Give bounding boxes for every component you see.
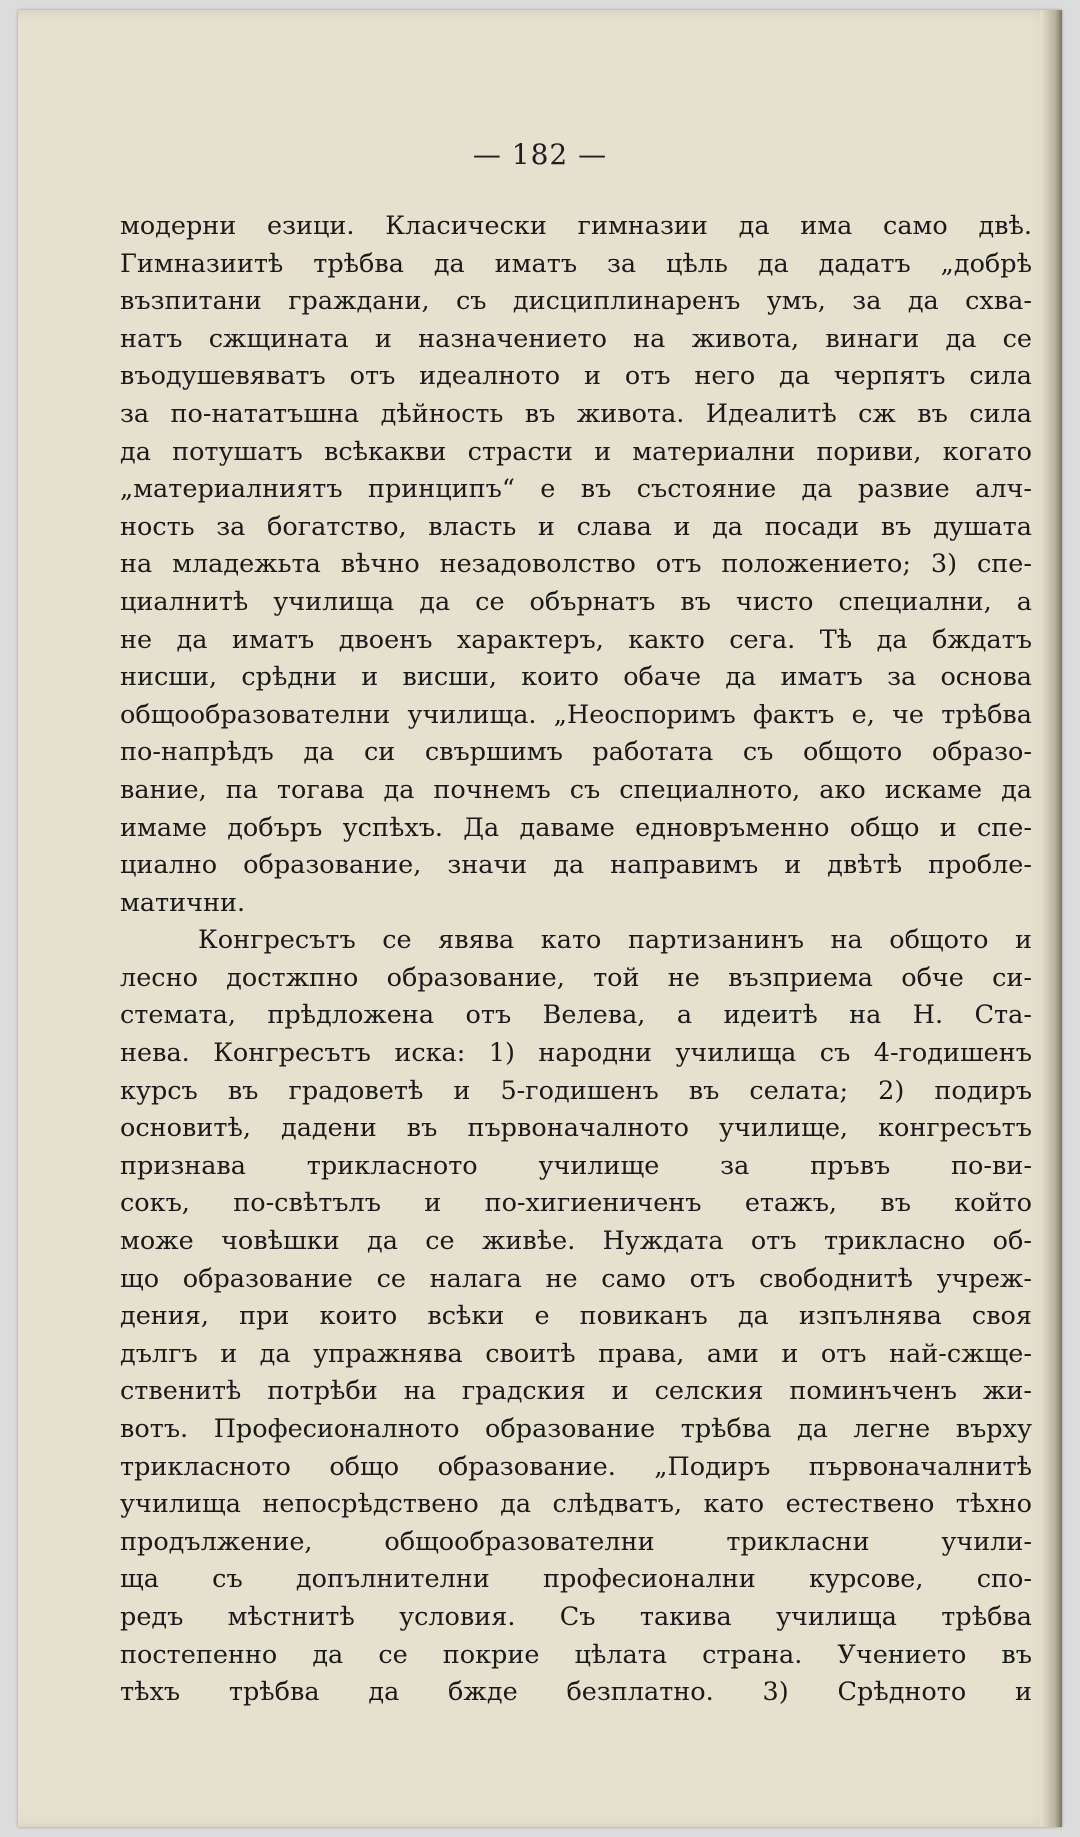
text-line: общообразователни училища. „Неоспоримъ фактъ е, че трѣбва [120, 699, 1032, 730]
text-line: натъ сжщината и назначението на живота, винаги да се [120, 323, 1032, 354]
text-line: що образование се налага не само отъ свободнитѣ учреж- [120, 1263, 1032, 1294]
text-line: основитѣ, дадени въ първоначалното училище, конгресътъ [120, 1113, 1032, 1144]
text-line: вание, па тогава да почнемъ съ специалното, ако искаме да [120, 774, 1032, 805]
text-line: въодушевяватъ отъ идеалното и отъ него да черпятъ сила [120, 361, 1032, 392]
text-line: училища непосрѣдствено да слѣдватъ, като естествено тѣхно [120, 1489, 1032, 1520]
text-line: възпитани граждани, съ дисциплинаренъ умъ, за да схва- [120, 286, 1032, 317]
text-line: лесно достжпно образование, той не възприема обче си- [120, 962, 1032, 993]
text-line: стемата, прѣдложена отъ Велева, а идеитѣ на Н. Ста- [120, 1000, 1032, 1031]
page-spine-shadow [1040, 10, 1062, 1827]
text-line: ща съ допълнителни професионални курсове, спо- [120, 1564, 1032, 1595]
text-line: сокъ, по-свѣтълъ и по-хигиениченъ етажъ, въ който [120, 1188, 1032, 1219]
text-line: не да иматъ двоенъ характеръ, както сега. Тѣ да бждатъ [120, 624, 1032, 655]
text-line: ственитѣ потрѣби на градския и селския поминъченъ жи- [120, 1376, 1032, 1407]
text-line: да потушатъ всѣкакви страсти и материални пориви, когато [120, 436, 1032, 467]
text-line: признава трикласното училище за пръвъ по-ви- [120, 1150, 1032, 1181]
text-line: нева. Конгресътъ иска: 1) народни училища съ 4-годишенъ [120, 1038, 1032, 1069]
text-line: може човѣшки да се живѣе. Нуждата отъ трикласно об- [120, 1226, 1032, 1257]
text-line: по-напрѣдъ да си свършимъ работата съ общото образо- [120, 737, 1032, 768]
text-line: матични. [120, 887, 246, 918]
text-line: вотъ. Професионалното образование трѣбва да легне върху [120, 1414, 1032, 1444]
text-line: Гимназиитѣ трѣбва да иматъ за цѣль да дадатъ „добрѣ [120, 248, 1032, 279]
text-line: продължение, общообразователни трикласни учили- [120, 1526, 1032, 1557]
text-line: ность за богатство, власть и слава и да посади въ душата [120, 511, 1032, 542]
text-line: имаме добъръ успѣхъ. Да даваме едновръменно общо и спе- [120, 812, 1032, 843]
text-line: Конгресътъ се явява като партизанинъ на общото и [198, 925, 1032, 956]
text-line: „материалниятъ принципъ“ е въ състояние да развие алч- [120, 474, 1032, 505]
text-line: циалнитѣ училища да се обърнатъ въ чисто специални, а [120, 586, 1032, 617]
text-line: постепенно да се покрие цѣлата страна. Учението въ [120, 1639, 1032, 1670]
text-line: дения, при които всѣки е повиканъ да изпълнява своя [120, 1301, 1032, 1332]
page-number: — 182 — [472, 138, 608, 171]
text-line: за по-нататъшна дѣйность въ живота. Идеалитѣ сж въ сила [120, 398, 1032, 429]
text-line: тѣхъ трѣбва да бжде безплатно. 3) Срѣдното и [120, 1677, 1032, 1708]
body-text [120, 208, 1032, 1712]
text-line: на младежьта вѣчно незадоволство отъ положението; 3) спе- [120, 549, 1032, 580]
text-line: курсъ въ градоветѣ и 5-годишенъ въ селата; 2) подиръ [120, 1075, 1032, 1106]
text-line: модерни езици. Класически гимназии да има само двѣ. [120, 211, 1032, 241]
text-line: редъ мѣстнитѣ условия. Съ такива училища трѣбва [120, 1601, 1032, 1632]
text-line: дългъ и да упражнява своитѣ права, ами и отъ най-сжще- [120, 1338, 1032, 1369]
text-line: трикласното общо образование. „Подиръ първоначалнитѣ [120, 1451, 1032, 1482]
book-page [18, 10, 1062, 1827]
text-line: циално образование, значи да направимъ и двѣтѣ пробле- [120, 850, 1032, 881]
text-line: нисши, срѣдни и висши, които обаче да иматъ за основа [120, 662, 1032, 693]
